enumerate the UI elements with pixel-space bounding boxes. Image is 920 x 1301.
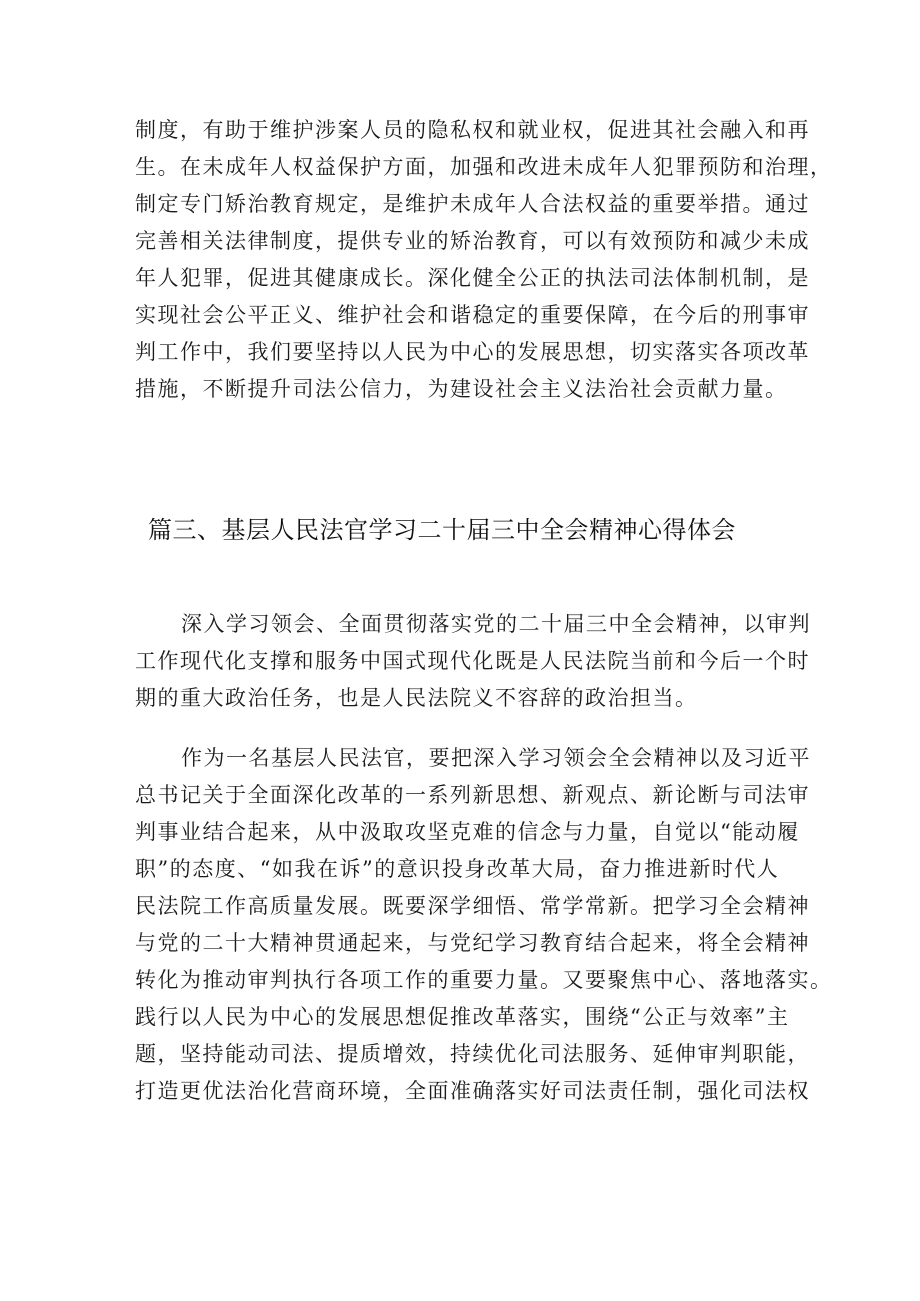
paragraph-line: 职”的态度、“如我在诉”的意识投身改革大局，奋力推进新时代人 — [135, 857, 780, 881]
paragraph-line: 转化为推动审判执行各项工作的重要力量。又要聚焦中心、落地落实。 — [135, 968, 833, 992]
paragraph-line: 打造更优法治化营商环境，全面准确落实好司法责任制，强化司法权 — [135, 1079, 810, 1103]
paragraph-line: 题，坚持能动司法、提质增效，持续优化司法服务、延伸审判职能， — [135, 1042, 810, 1066]
paragraph-line: 年人犯罪，促进其健康成长。深化健全公正的执法司法体制机制，是 — [135, 266, 810, 290]
paragraph-line: 完善相关法律制度，提供专业的矫治教育，可以有效预防和减少未成 — [135, 229, 810, 253]
paragraph-line: 实现社会公平正义、维护社会和谐稳定的重要保障，在今后的刑事审 — [135, 303, 810, 327]
continued-paragraph — [135, 112, 833, 408]
paragraph-2 — [135, 740, 833, 1110]
paragraph-line: 工作现代化支撑和服务中国式现代化既是人民法院当前和今后一个时 — [135, 649, 810, 673]
paragraph-line: 践行以人民为中心的发展思想促推改革落实，围绕“公正与效率”主 — [135, 1005, 790, 1029]
paragraph-line: 生。在未成年人权益保护方面，加强和改进未成年人犯罪预防和治理， — [135, 155, 833, 179]
paragraph-line: 作为一名基层人民法官，要把深入学习领会全会精神以及习近平 — [181, 746, 811, 770]
paragraph-line: 制度，有助于维护涉案人员的隐私权和就业权，促进其社会融入和再 — [135, 118, 810, 142]
section-heading: 篇三、基层人民法官学习二十届三中全会精神心得体会 — [148, 516, 736, 544]
paragraph-line: 与党的二十大精神贯通起来，与党纪学习教育结合起来，将全会精神 — [135, 931, 810, 955]
paragraph-line: 措施，不断提升司法公信力，为建设社会主义法治社会贡献力量。 — [135, 377, 788, 401]
paragraph-line: 制定专门矫治教育规定，是维护未成年人合法权益的重要举措。通过 — [135, 192, 810, 216]
paragraph-line: 判工作中，我们要坚持以人民为中心的发展思想，切实落实各项改革 — [135, 340, 810, 364]
paragraph-line: 判事业结合起来，从中汲取攻坚克难的信念与力量，自觉以“能动履 — [135, 820, 800, 844]
paragraph-line: 深入学习领会、全面贯彻落实党的二十届三中全会精神，以审判 — [181, 612, 811, 636]
paragraph-line: 期的重大政治任务，也是人民法院义不容辞的政治担当。 — [135, 686, 698, 710]
paragraph-line: 民法院工作高质量发展。既要深学细悟、常学常新。把学习全会精神 — [135, 894, 810, 918]
paragraph-1 — [135, 606, 811, 717]
paragraph-line: 总书记关于全面深化改革的一系列新思想、新观点、新论断与司法审 — [135, 783, 810, 807]
